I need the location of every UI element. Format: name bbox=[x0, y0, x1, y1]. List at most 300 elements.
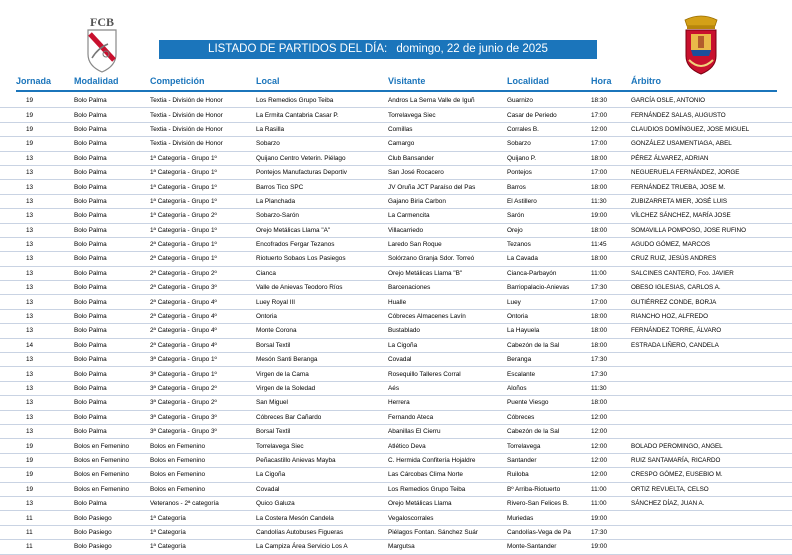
cell-arbitro: RUIZ SANTAMARÍA, RICARDO bbox=[631, 453, 792, 467]
table-row bbox=[0, 353, 792, 367]
cell-local: Cóbreces Bar Cañardo bbox=[256, 410, 388, 424]
cell-jornada: 13 bbox=[0, 237, 74, 251]
table-row bbox=[0, 381, 792, 395]
cell-arbitro: BOLADO PEROMINGO, ANGEL bbox=[631, 439, 792, 453]
table-row bbox=[0, 468, 792, 482]
cell-localidad: Beranga bbox=[507, 353, 591, 367]
cell-visitante: Villacarriedo bbox=[388, 223, 507, 237]
cell-hora: 19:00 bbox=[591, 511, 631, 525]
table-row bbox=[0, 180, 792, 194]
cell-localidad: Sarón bbox=[507, 209, 591, 223]
cell-hora: 18:00 bbox=[591, 338, 631, 352]
cell-localidad: Cianca-Parbayón bbox=[507, 266, 591, 280]
cell-competicion: 3ª Categoría - Grupo 1º bbox=[150, 353, 256, 367]
cell-local: San Miguel bbox=[256, 396, 388, 410]
cell-local: Pontejos Manufacturas Deportiv bbox=[256, 165, 388, 179]
cell-hora: 17:00 bbox=[591, 295, 631, 309]
logo-letters: FCB bbox=[90, 15, 114, 29]
matches-table bbox=[0, 94, 792, 555]
header-visitante: Visitante bbox=[388, 76, 426, 86]
cell-local: Borsal Textil bbox=[256, 338, 388, 352]
cell-hora: 17:00 bbox=[591, 165, 631, 179]
cell-jornada: 13 bbox=[0, 252, 74, 266]
cell-arbitro bbox=[631, 410, 792, 424]
cell-jornada: 19 bbox=[0, 468, 74, 482]
cell-jornada: 13 bbox=[0, 353, 74, 367]
cell-localidad: Ruiloba bbox=[507, 468, 591, 482]
cell-visitante: Andros La Serna Valle de Iguñ bbox=[388, 94, 507, 108]
cell-visitante: Vegaloscorrales bbox=[388, 511, 507, 525]
cell-jornada: 13 bbox=[0, 410, 74, 424]
cell-hora: 19:00 bbox=[591, 209, 631, 223]
header-modalidad: Modalidad bbox=[74, 76, 119, 86]
cell-competicion: 2ª Categoría - Grupo 3º bbox=[150, 281, 256, 295]
cell-visitante: La Cigoña bbox=[388, 338, 507, 352]
cell-localidad: La Hayuela bbox=[507, 324, 591, 338]
cell-competicion: 3ª Categoría - Grupo 3º bbox=[150, 424, 256, 438]
cell-competicion: 3ª Categoría - Grupo 3º bbox=[150, 410, 256, 424]
cell-arbitro bbox=[631, 367, 792, 381]
cell-competicion: 1ª Categoría bbox=[150, 540, 256, 554]
cell-visitante: Laredo San Roque bbox=[388, 237, 507, 251]
cell-jornada: 14 bbox=[0, 338, 74, 352]
table-row bbox=[0, 324, 792, 338]
cell-localidad: Barriopalacio-Anievas bbox=[507, 281, 591, 295]
cell-hora: 11:30 bbox=[591, 381, 631, 395]
cell-hora: 19:00 bbox=[591, 540, 631, 554]
table-row bbox=[0, 410, 792, 424]
cell-competicion: Bolos en Femenino bbox=[150, 453, 256, 467]
cell-modalidad: Bolo Palma bbox=[74, 410, 150, 424]
table-row bbox=[0, 338, 792, 352]
cell-arbitro: GONZÁLEZ USAMENTIAGA, ABEL bbox=[631, 137, 792, 151]
cell-visitante: Rosequillo Talleres Corral bbox=[388, 367, 507, 381]
cell-visitante: Atlético Deva bbox=[388, 439, 507, 453]
cell-visitante: Camargo bbox=[388, 137, 507, 151]
table-row bbox=[0, 367, 792, 381]
cell-local: Barros Tico SPC bbox=[256, 180, 388, 194]
cell-localidad: Rivero-San Felices B. bbox=[507, 496, 591, 510]
cell-competicion: 2ª Categoría - Grupo 4º bbox=[150, 324, 256, 338]
cell-hora: 12:00 bbox=[591, 122, 631, 136]
cell-visitante: Bustablado bbox=[388, 324, 507, 338]
cell-visitante: Orejo Metálicas Llama "B" bbox=[388, 266, 507, 280]
cell-competicion: 1ª Categoría - Grupo 1º bbox=[150, 180, 256, 194]
cell-modalidad: Bolo Palma bbox=[74, 353, 150, 367]
cell-competicion: 3ª Categoría - Grupo 2º bbox=[150, 381, 256, 395]
table-row bbox=[0, 223, 792, 237]
cell-competicion: 2ª Categoría - Grupo 1º bbox=[150, 252, 256, 266]
cell-visitante: San José Rocacero bbox=[388, 165, 507, 179]
cell-localidad: Barros bbox=[507, 180, 591, 194]
cell-local: Candolías Autobuses Figueras bbox=[256, 525, 388, 539]
cell-jornada: 13 bbox=[0, 266, 74, 280]
cell-local: La Rasilla bbox=[256, 122, 388, 136]
cell-local: Orejo Metálicas Llama "A" bbox=[256, 223, 388, 237]
cell-jornada: 13 bbox=[0, 424, 74, 438]
cell-jornada: 13 bbox=[0, 151, 74, 165]
cell-arbitro bbox=[631, 540, 792, 554]
cell-modalidad: Bolo Palma bbox=[74, 496, 150, 510]
cell-modalidad: Bolo Palma bbox=[74, 252, 150, 266]
cell-localidad: Bº Arriba-Riotuerto bbox=[507, 482, 591, 496]
cell-jornada: 19 bbox=[0, 482, 74, 496]
cell-arbitro: RIANCHO HOZ, ALFREDO bbox=[631, 309, 792, 323]
report-title bbox=[159, 40, 597, 59]
header-localidad: Localidad bbox=[507, 76, 550, 86]
cell-competicion: 1ª Categoría - Grupo 1º bbox=[150, 194, 256, 208]
cell-hora: 18:00 bbox=[591, 324, 631, 338]
cell-jornada: 13 bbox=[0, 165, 74, 179]
cell-hora: 11:00 bbox=[591, 496, 631, 510]
cell-jornada: 19 bbox=[0, 122, 74, 136]
cantabria-coat-of-arms bbox=[679, 12, 723, 78]
cell-arbitro bbox=[631, 381, 792, 395]
cell-modalidad: Bolo Palma bbox=[74, 281, 150, 295]
cell-local: Encofrados Fergar Tezanos bbox=[256, 237, 388, 251]
table-row bbox=[0, 165, 792, 179]
cell-hora: 12:00 bbox=[591, 424, 631, 438]
cell-visitante: Piélagos Fontan. Sánchez Suár bbox=[388, 525, 507, 539]
cell-localidad: Ontoria bbox=[507, 309, 591, 323]
federation-logo bbox=[78, 14, 126, 74]
cell-competicion: 1ª Categoría - Grupo 2º bbox=[150, 209, 256, 223]
table-row bbox=[0, 209, 792, 223]
cell-hora: 12:00 bbox=[591, 453, 631, 467]
header-arbitro: Árbitro bbox=[631, 76, 661, 86]
cell-visitante: Aés bbox=[388, 381, 507, 395]
cell-visitante: Comillas bbox=[388, 122, 507, 136]
cell-visitante: Club Bansander bbox=[388, 151, 507, 165]
cell-local: Quijano Centro Veterin. Piélago bbox=[256, 151, 388, 165]
cell-jornada: 11 bbox=[0, 540, 74, 554]
cell-local: Los Remedios Grupo Teiba bbox=[256, 94, 388, 108]
cell-modalidad: Bolo Palma bbox=[74, 137, 150, 151]
cell-localidad: Santander bbox=[507, 453, 591, 467]
table-row bbox=[0, 439, 792, 453]
cell-jornada: 13 bbox=[0, 281, 74, 295]
cell-competicion: Textia - División de Honor bbox=[150, 108, 256, 122]
cell-visitante: Cóbreces Almacenes Lavín bbox=[388, 309, 507, 323]
cell-localidad: Pontejos bbox=[507, 165, 591, 179]
cell-hora: 17:00 bbox=[591, 137, 631, 151]
cell-competicion: 3ª Categoría - Grupo 1º bbox=[150, 367, 256, 381]
cell-modalidad: Bolo Palma bbox=[74, 151, 150, 165]
cell-arbitro: CRUZ RUIZ, JESÚS ANDRES bbox=[631, 252, 792, 266]
cell-local: Cianca bbox=[256, 266, 388, 280]
cell-modalidad: Bolo Palma bbox=[74, 223, 150, 237]
table-row bbox=[0, 496, 792, 510]
cell-visitante: Las Cárcobas Clima Norte bbox=[388, 468, 507, 482]
cell-localidad: Guarnizo bbox=[507, 94, 591, 108]
header-divider bbox=[16, 90, 777, 92]
cell-competicion: 2ª Categoría - Grupo 4º bbox=[150, 295, 256, 309]
cell-visitante: JV Oruña JCT Paraíso del Pas bbox=[388, 180, 507, 194]
cell-visitante: Gajano Biria Carbon bbox=[388, 194, 507, 208]
cell-hora: 17:30 bbox=[591, 353, 631, 367]
cell-modalidad: Bolo Palma bbox=[74, 165, 150, 179]
cell-modalidad: Bolo Palma bbox=[74, 424, 150, 438]
table-row bbox=[0, 540, 792, 554]
cell-visitante: La Carmencita bbox=[388, 209, 507, 223]
cell-competicion: Textia - División de Honor bbox=[150, 137, 256, 151]
cell-visitante: Herrera bbox=[388, 396, 507, 410]
cell-competicion: Bolos en Femenino bbox=[150, 468, 256, 482]
cell-jornada: 13 bbox=[0, 496, 74, 510]
cell-local: Mesón Santi Beranga bbox=[256, 353, 388, 367]
cell-visitante: Orejo Metálicas Llama bbox=[388, 496, 507, 510]
cell-competicion: 1ª Categoría - Grupo 1º bbox=[150, 151, 256, 165]
cell-local: Virgen de la Soledad bbox=[256, 381, 388, 395]
table-row bbox=[0, 194, 792, 208]
cell-arbitro: FERNÁNDEZ TRUEBA, JOSE M. bbox=[631, 180, 792, 194]
table-row bbox=[0, 108, 792, 122]
cell-competicion: 3ª Categoría - Grupo 2º bbox=[150, 396, 256, 410]
cell-arbitro: CLAUDIOS DOMÍNGUEZ, JOSE MIGUEL bbox=[631, 122, 792, 136]
cell-visitante: Torrelavega Siec bbox=[388, 108, 507, 122]
cell-modalidad: Bolo Pasiego bbox=[74, 511, 150, 525]
cell-visitante: Fernando Ateca bbox=[388, 410, 507, 424]
cell-localidad: Aloños bbox=[507, 381, 591, 395]
cell-hora: 17:30 bbox=[591, 525, 631, 539]
table-row bbox=[0, 525, 792, 539]
header-competicion: Competición bbox=[150, 76, 205, 86]
cell-jornada: 11 bbox=[0, 525, 74, 539]
cell-jornada: 13 bbox=[0, 367, 74, 381]
cell-jornada: 13 bbox=[0, 324, 74, 338]
cell-localidad: Escalante bbox=[507, 367, 591, 381]
table-row bbox=[0, 482, 792, 496]
cell-arbitro bbox=[631, 353, 792, 367]
cell-modalidad: Bolo Palma bbox=[74, 396, 150, 410]
cell-jornada: 19 bbox=[0, 94, 74, 108]
cell-modalidad: Bolo Palma bbox=[74, 209, 150, 223]
cell-hora: 18:00 bbox=[591, 180, 631, 194]
cell-modalidad: Bolos en Femenino bbox=[74, 468, 150, 482]
cell-competicion: 1ª Categoría bbox=[150, 511, 256, 525]
table-row bbox=[0, 424, 792, 438]
cell-visitante: Hualle bbox=[388, 295, 507, 309]
cell-competicion: 1ª Categoría - Grupo 1º bbox=[150, 223, 256, 237]
cell-arbitro: AGUDO GÓMEZ, MARCOS bbox=[631, 237, 792, 251]
cell-hora: 12:00 bbox=[591, 439, 631, 453]
cell-modalidad: Bolos en Femenino bbox=[74, 482, 150, 496]
cell-localidad: Orejo bbox=[507, 223, 591, 237]
cell-jornada: 11 bbox=[0, 511, 74, 525]
cell-modalidad: Bolo Palma bbox=[74, 324, 150, 338]
cell-visitante: Margutsa bbox=[388, 540, 507, 554]
cell-arbitro: CRESPO GÓMEZ, EUSEBIO M. bbox=[631, 468, 792, 482]
cell-jornada: 13 bbox=[0, 381, 74, 395]
cell-local: La Campiza Área Servicio Los A bbox=[256, 540, 388, 554]
cell-local: Peñacastillo Anievas Mayba bbox=[256, 453, 388, 467]
cell-arbitro: OBESO IGLESIAS, CARLOS A. bbox=[631, 281, 792, 295]
cell-local: Valle de Anievas Teodoro Ríos bbox=[256, 281, 388, 295]
cell-arbitro: ORTIZ REVUELTA, CELSO bbox=[631, 482, 792, 496]
cell-localidad: Puente Viesgo bbox=[507, 396, 591, 410]
cell-competicion: 2ª Categoría - Grupo 4º bbox=[150, 338, 256, 352]
header-local: Local bbox=[256, 76, 280, 86]
cell-arbitro: ESTRADA LIÑERO, CANDELA bbox=[631, 338, 792, 352]
header-hora: Hora bbox=[591, 76, 612, 86]
cell-localidad: El Astillero bbox=[507, 194, 591, 208]
cell-modalidad: Bolo Palma bbox=[74, 381, 150, 395]
cell-local: Riotuerto Sobaos Los Pasiegos bbox=[256, 252, 388, 266]
cell-modalidad: Bolo Palma bbox=[74, 338, 150, 352]
cell-modalidad: Bolo Palma bbox=[74, 94, 150, 108]
cell-local: Borsal Textil bbox=[256, 424, 388, 438]
cell-arbitro: PÉREZ ÁLVAREZ, ADRIAN bbox=[631, 151, 792, 165]
cell-local: La Ermita Cantabria Casar P. bbox=[256, 108, 388, 122]
cell-modalidad: Bolo Palma bbox=[74, 237, 150, 251]
cell-jornada: 13 bbox=[0, 396, 74, 410]
cell-modalidad: Bolo Palma bbox=[74, 108, 150, 122]
cell-jornada: 13 bbox=[0, 223, 74, 237]
cell-competicion: 2ª Categoría - Grupo 1º bbox=[150, 237, 256, 251]
table-row bbox=[0, 281, 792, 295]
cell-visitante: C. Hermida Confitería Hojaldre bbox=[388, 453, 507, 467]
cell-visitante: Abanillas El Cierru bbox=[388, 424, 507, 438]
title-label: LISTADO DE PARTIDOS DEL DÍA: bbox=[208, 43, 388, 55]
cell-modalidad: Bolo Palma bbox=[74, 122, 150, 136]
cell-local: La Cigoña bbox=[256, 468, 388, 482]
cell-local: Covadal bbox=[256, 482, 388, 496]
cell-hora: 12:00 bbox=[591, 468, 631, 482]
table-row bbox=[0, 122, 792, 136]
cell-modalidad: Bolo Palma bbox=[74, 367, 150, 381]
cell-hora: 12:00 bbox=[591, 410, 631, 424]
cell-modalidad: Bolo Pasiego bbox=[74, 525, 150, 539]
table-row bbox=[0, 137, 792, 151]
column-headers bbox=[0, 76, 792, 90]
table-row bbox=[0, 94, 792, 108]
title-date: domingo, 22 de junio de 2025 bbox=[396, 43, 548, 55]
cell-arbitro: GARCÍA OSLE, ANTONIO bbox=[631, 94, 792, 108]
cell-arbitro: ZUBIZARRETA MIER, JOSÉ LUIS bbox=[631, 194, 792, 208]
cell-jornada: 13 bbox=[0, 180, 74, 194]
cell-modalidad: Bolos en Femenino bbox=[74, 453, 150, 467]
table-row bbox=[0, 511, 792, 525]
cell-jornada: 19 bbox=[0, 108, 74, 122]
cell-localidad: Torrelavega bbox=[507, 439, 591, 453]
cell-arbitro: FERNÁNDEZ TORRE, ÁLVARO bbox=[631, 324, 792, 338]
cell-modalidad: Bolo Palma bbox=[74, 309, 150, 323]
header-jornada: Jornada bbox=[16, 76, 52, 86]
cell-competicion: 2ª Categoría - Grupo 4º bbox=[150, 309, 256, 323]
cell-hora: 17:30 bbox=[591, 281, 631, 295]
cell-hora: 17:30 bbox=[591, 367, 631, 381]
cell-hora: 18:30 bbox=[591, 94, 631, 108]
cell-local: Torrelavega Siec bbox=[256, 439, 388, 453]
cell-hora: 18:00 bbox=[591, 309, 631, 323]
cell-arbitro bbox=[631, 525, 792, 539]
cell-hora: 18:00 bbox=[591, 151, 631, 165]
table-row bbox=[0, 237, 792, 251]
cell-local: La Costera Mesón Candela bbox=[256, 511, 388, 525]
cell-localidad: Cabezón de la Sal bbox=[507, 338, 591, 352]
cell-competicion: 1ª Categoría - Grupo 1º bbox=[150, 165, 256, 179]
table-row bbox=[0, 252, 792, 266]
cell-jornada: 13 bbox=[0, 309, 74, 323]
cell-local: Sobarzo bbox=[256, 137, 388, 151]
cell-localidad: La Cavada bbox=[507, 252, 591, 266]
cell-competicion: 1ª Categoría bbox=[150, 525, 256, 539]
cell-arbitro: SALCINES CANTERO, Fco. JAVIER bbox=[631, 266, 792, 280]
cell-modalidad: Bolo Palma bbox=[74, 180, 150, 194]
table-row bbox=[0, 309, 792, 323]
cell-local: Ontoria bbox=[256, 309, 388, 323]
table-row bbox=[0, 295, 792, 309]
cell-localidad: Sobarzo bbox=[507, 137, 591, 151]
cell-arbitro: VÍLCHEZ SÁNCHEZ, MARÍA JOSE bbox=[631, 209, 792, 223]
table-row bbox=[0, 266, 792, 280]
cell-localidad: Monte-Santander bbox=[507, 540, 591, 554]
cell-arbitro: NEGUERUELA FERNÁNDEZ, JORGE bbox=[631, 165, 792, 179]
cell-jornada: 19 bbox=[0, 439, 74, 453]
cell-jornada: 19 bbox=[0, 137, 74, 151]
cell-visitante: Los Remedios Grupo Teiba bbox=[388, 482, 507, 496]
cell-arbitro bbox=[631, 511, 792, 525]
cell-jornada: 19 bbox=[0, 453, 74, 467]
cell-modalidad: Bolo Palma bbox=[74, 266, 150, 280]
cell-local: Sobarzo-Sarón bbox=[256, 209, 388, 223]
cell-competicion: Textia - División de Honor bbox=[150, 94, 256, 108]
cell-arbitro: GUTIÉRREZ CONDE, BORJA bbox=[631, 295, 792, 309]
cell-jornada: 13 bbox=[0, 194, 74, 208]
cell-arbitro bbox=[631, 424, 792, 438]
cell-hora: 11:45 bbox=[591, 237, 631, 251]
table-row bbox=[0, 151, 792, 165]
cell-modalidad: Bolos en Femenino bbox=[74, 439, 150, 453]
cell-local: Quico Galuza bbox=[256, 496, 388, 510]
cell-local: Virgen de la Cama bbox=[256, 367, 388, 381]
cell-arbitro: SOMAVILLA POMPOSO, JOSE RUFINO bbox=[631, 223, 792, 237]
cell-hora: 11:00 bbox=[591, 482, 631, 496]
cell-hora: 18:00 bbox=[591, 396, 631, 410]
cell-jornada: 13 bbox=[0, 209, 74, 223]
cell-visitante: Covadal bbox=[388, 353, 507, 367]
cell-local: Monte Corona bbox=[256, 324, 388, 338]
cell-competicion: Veteranos - 2ª categoría bbox=[150, 496, 256, 510]
cell-localidad: Cabezón de la Sal bbox=[507, 424, 591, 438]
cell-localidad: Corrales B. bbox=[507, 122, 591, 136]
cell-localidad: Luey bbox=[507, 295, 591, 309]
cell-localidad: Cóbreces bbox=[507, 410, 591, 424]
cell-localidad: Quijano P. bbox=[507, 151, 591, 165]
cell-localidad: Tezanos bbox=[507, 237, 591, 251]
cell-competicion: Bolos en Femenino bbox=[150, 439, 256, 453]
cell-modalidad: Bolo Pasiego bbox=[74, 540, 150, 554]
cell-hora: 18:00 bbox=[591, 252, 631, 266]
cell-jornada: 13 bbox=[0, 295, 74, 309]
table-row bbox=[0, 453, 792, 467]
cell-localidad: Muriedas bbox=[507, 511, 591, 525]
cell-hora: 18:00 bbox=[591, 223, 631, 237]
cell-visitante: Solórzano Granja Sdor. Torreó bbox=[388, 252, 507, 266]
cell-arbitro bbox=[631, 396, 792, 410]
cell-local: La Planchada bbox=[256, 194, 388, 208]
cell-competicion: Bolos en Femenino bbox=[150, 482, 256, 496]
cell-modalidad: Bolo Palma bbox=[74, 194, 150, 208]
table-row bbox=[0, 396, 792, 410]
matches-body bbox=[0, 94, 792, 554]
cell-hora: 11:30 bbox=[591, 194, 631, 208]
cell-visitante: Barcenaciones bbox=[388, 281, 507, 295]
cell-competicion: 2ª Categoría - Grupo 2º bbox=[150, 266, 256, 280]
cell-competicion: Textia - División de Honor bbox=[150, 122, 256, 136]
cell-hora: 17:00 bbox=[591, 108, 631, 122]
cell-hora: 11:00 bbox=[591, 266, 631, 280]
